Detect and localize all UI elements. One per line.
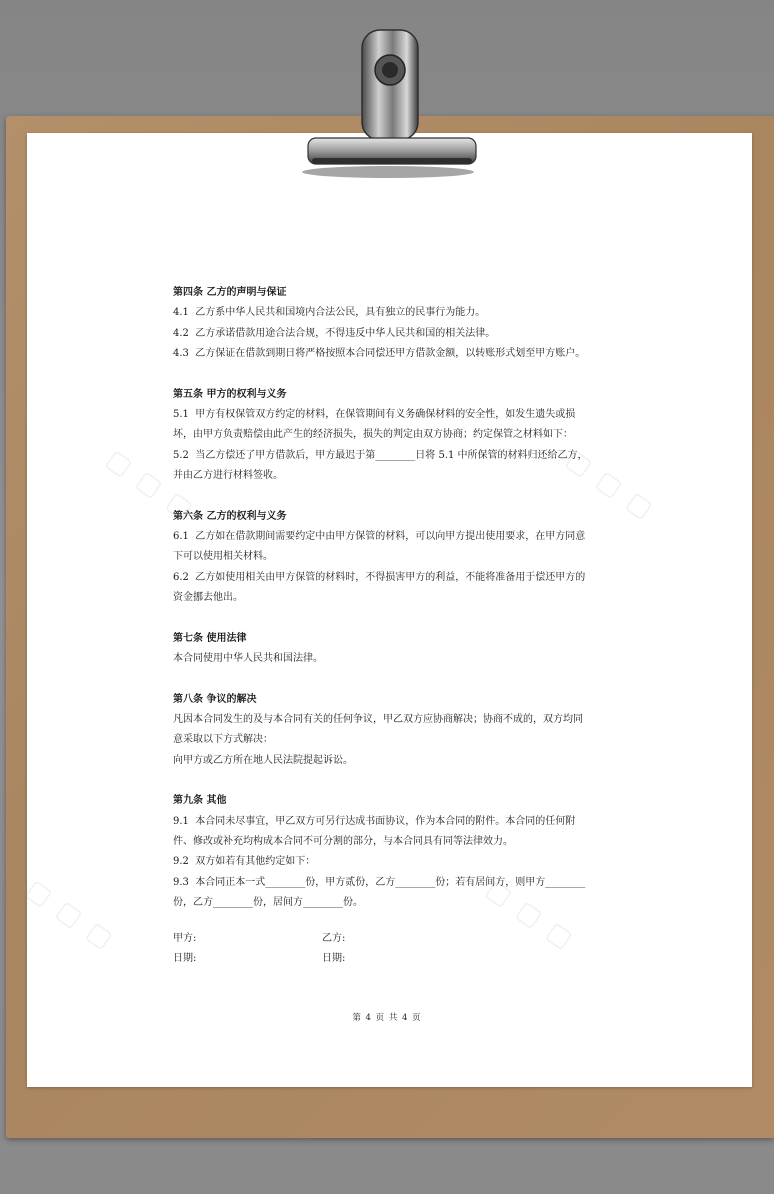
clause-line: 4.2 乙方承诺借款用途合法合规，不得违反中华人民共和国的相关法律。 — [173, 327, 496, 339]
clause-line: 并由乙方进行材料签收。 — [173, 470, 283, 482]
party-a-signature-label: 甲方: — [173, 933, 197, 944]
clause-line: 5.2 当乙方偿还了甲方借款后，甲方最迟于第________日将 5.1 中所保管的材料归还给乙方， — [173, 449, 588, 461]
section-9 — [173, 791, 603, 913]
section-heading: 第七条 使用法律 — [173, 632, 247, 644]
clause-line: 凡因本合同发生的及与本合同有关的任何争议，甲乙双方应协商解决；协商不成的，双方均同 — [173, 713, 583, 725]
clause-line: 9.3 本合同正本一式________份，甲方贰份，乙方________份；若有居间方，则甲方________ — [173, 876, 586, 888]
clause-line: 5.1 甲方有权保管双方约定的材料，在保管期间有义务确保材料的安全性，如发生遗失或损 — [173, 409, 576, 421]
binder-clip-icon — [300, 26, 480, 178]
watermark-icon: ▢ ▢ ▢ — [100, 443, 200, 527]
section-heading: 第九条 其他 — [173, 795, 227, 807]
party-a-date-label: 日期: — [173, 953, 197, 964]
clause-line: 向甲方或乙方所在地人民法院提起诉讼。 — [173, 754, 353, 766]
clause-line: 下可以使用相关材料。 — [173, 551, 273, 563]
watermark-icon: ▢ ▢ ▢ — [560, 443, 660, 527]
section-heading: 第八条 争议的解决 — [173, 693, 257, 705]
section-heading: 第五条 甲方的权利与义务 — [173, 388, 287, 400]
clause-line: 坏，由甲方负责赔偿由此产生的经济损失，损失的判定由双方协商；约定保管之材料如下： — [173, 429, 573, 441]
clause-line: 份，乙方________份，居间方________份。 — [173, 897, 363, 909]
party-b-date-label: 日期: — [322, 953, 346, 964]
clause-line: 9.2 双方如若有其他约定如下： — [173, 856, 316, 868]
section-heading: 第六条 乙方的权利与义务 — [173, 510, 287, 522]
section-8 — [173, 690, 603, 772]
clause-line: 9.1 本合同未尽事宜，甲乙双方可另行达成书面协议，作为本合同的附件。本合同的任何附 — [173, 815, 576, 827]
section-7 — [173, 629, 603, 670]
clause-line: 本合同使用中华人民共和国法律。 — [173, 653, 323, 665]
clause-line: 4.1 乙方系中华人民共和国境内合法公民，具有独立的民事行为能力。 — [173, 307, 486, 319]
clause-line: 资金挪去他出。 — [173, 592, 243, 604]
contract-body — [173, 283, 603, 934]
clause-line: 意采取以下方式解决： — [173, 734, 273, 746]
section-heading: 第四条 乙方的声明与保证 — [173, 287, 287, 298]
clause-line: 6.2 乙方如使用相关由甲方保管的材料时，不得损害甲方的利益，不能将准备用于偿还甲方的 — [173, 571, 586, 583]
page-number: 第 4 页 共 4 页 — [352, 1013, 422, 1023]
watermark-icon: ▢ ▢ ▢ — [20, 873, 120, 957]
section-4 — [173, 283, 603, 365]
clause-line: 6.1 乙方如在借款期间需要约定中由甲方保管的材料，可以向甲方提出使用要求，在甲方同意 — [173, 531, 586, 543]
section-5 — [173, 385, 603, 487]
section-6 — [173, 507, 603, 609]
watermark-icon: ▢ ▢ ▢ — [480, 873, 580, 957]
party-b-signature-label: 乙方: — [322, 933, 346, 944]
clause-line: 4.3 乙方保证在借款到期日将严格按照本合同偿还甲方借款金额，以转账形式划至甲方账户。 — [173, 348, 586, 360]
clause-line: 件、修改或补充均构成本合同不可分割的部分，与本合同具有同等法律效力。 — [173, 835, 513, 847]
